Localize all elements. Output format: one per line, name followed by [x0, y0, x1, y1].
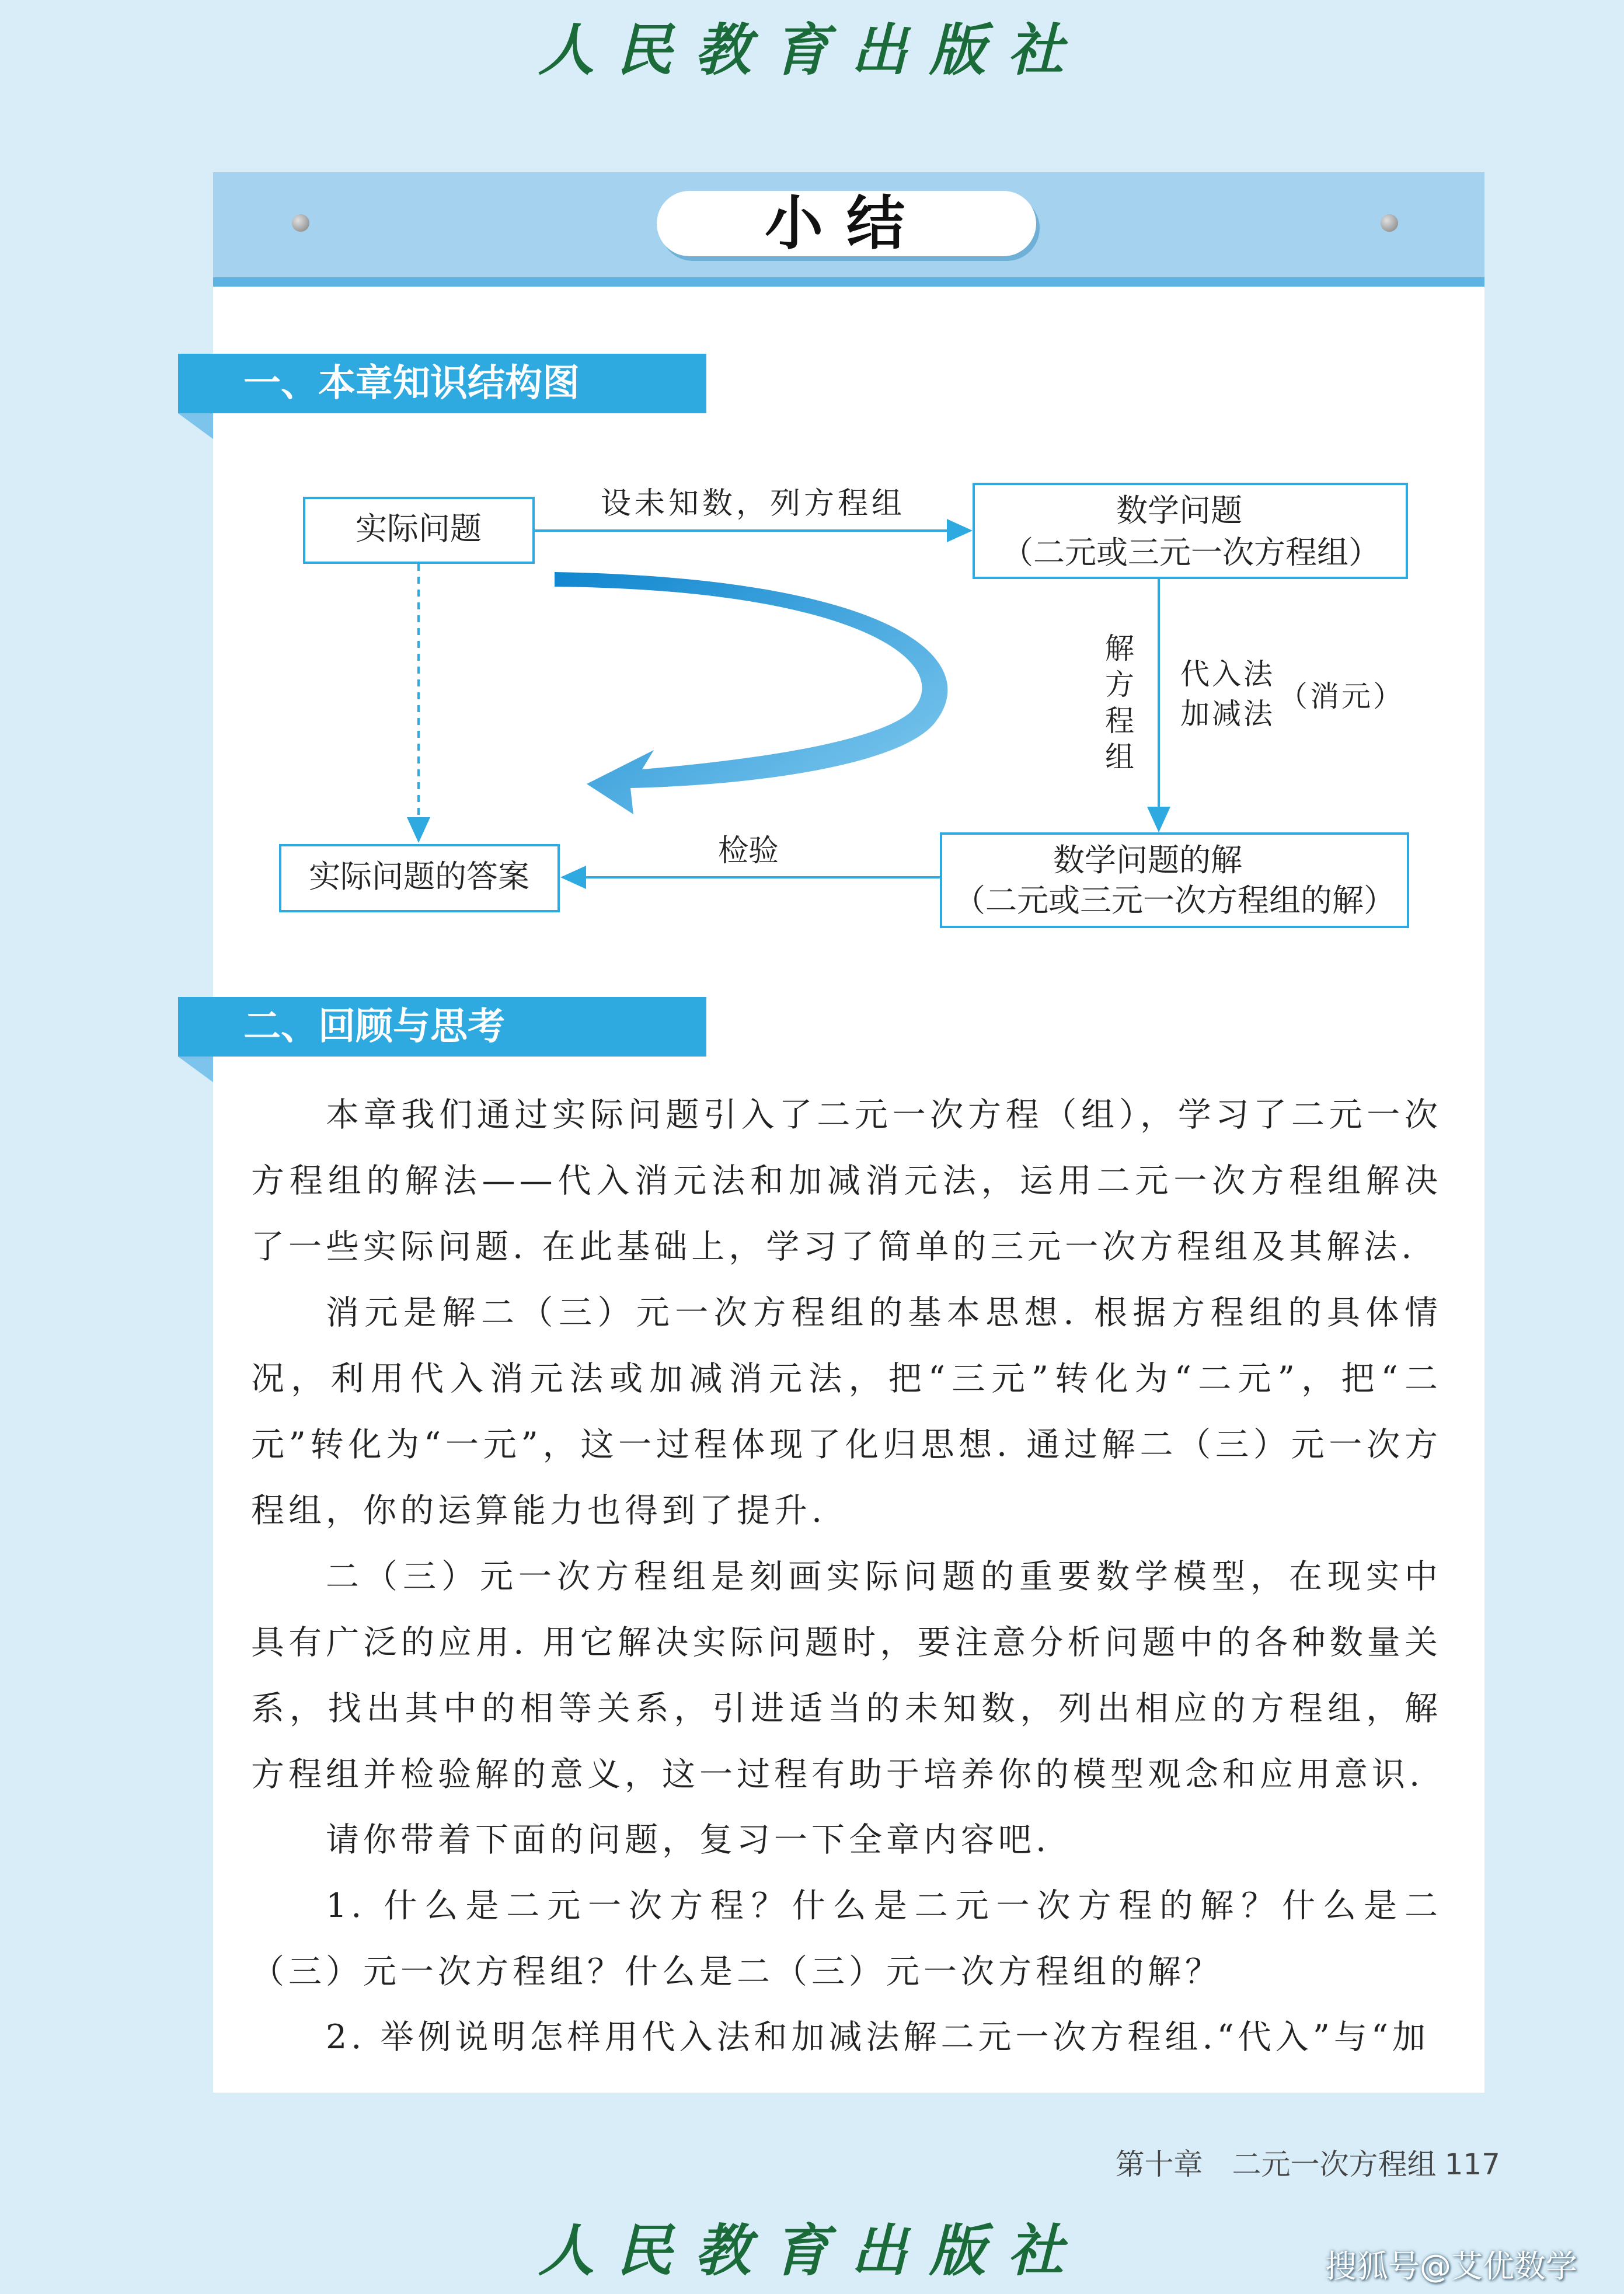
method-note: （消元）: [1278, 679, 1405, 713]
section-heading-knowledge-structure: 一、本章知识结构图: [178, 354, 706, 413]
box-real-answer-label: 实际问题的答案: [309, 858, 529, 895]
page-title: 小结: [657, 191, 1036, 256]
box-real-answer: [280, 845, 559, 911]
page-footer: [1103, 2141, 1500, 2183]
box-math-problem: [974, 484, 1407, 578]
box-math-problem-line2: （二元或三元一次方程组）: [1002, 534, 1380, 571]
box-math-problem-line1: 数学问题: [1116, 492, 1242, 529]
box-real-problem-label: 实际问题: [356, 510, 482, 547]
solve-vertical-label: [1105, 632, 1134, 774]
review-paragraph-3: 二（三）元一次方程组是刻画实际问题的重要数学模型，在现实中具有广泛的应用. 用它解决实际问题时，要注意分析问题中的各种数量关系，找出其中的相等关系，引进适当的未知数，列出相应的方程组，解方程组并检验解的意义，这一过程有助于培养你的模型观念和应用意识.: [251, 1557, 1442, 1794]
watermark: 搜狐号@艾优数学: [1325, 2248, 1577, 2285]
cycle-curved-arrow: [555, 572, 947, 814]
footer-chapter: 第十章 二元一次方程组: [1115, 2147, 1437, 2181]
knowledge-structure-diagram: [0, 0, 1624, 963]
review-question-2: 2. 举例说明怎样用代入法和加减法解二元一次方程组.“代入”与“加: [326, 2018, 1430, 2056]
section-fold-decoration: [178, 1057, 213, 1082]
box-math-solution-line1: 数学问题的解: [1053, 842, 1242, 878]
arrow-formulate-label: 设未知数，列方程组: [600, 486, 906, 521]
method-substitution: 代入法: [1180, 657, 1275, 691]
solve-char-3: 程: [1105, 704, 1134, 738]
review-question-1: 1. 什么是二元一次方程？什么是二元一次方程的解？什么是二（三）元一次方程组？什么是二（三）元一次方程组的解？: [251, 1887, 1442, 1991]
review-paragraph-2: 消元是解二（三）元一次方程组的基本思想. 根据方程组的具体情况，利用代入消元法或加减消元法，把“三元”转化为“二元”，把“二元”转化为“一元”，这一过程体现了化归思想. 通过解二（三）元一次方程组，你的运算能力也得到了提升.: [251, 1294, 1442, 1530]
publisher-logo-top: 人民教育出版社: [538, 17, 1086, 83]
page-number: 117: [1444, 2147, 1500, 2181]
section-heading-review: 二、回顾与思考: [178, 997, 706, 1057]
review-paragraph-4: 请你带着下面的问题，复习一下全章内容吧.: [326, 1821, 1051, 1859]
publisher-logo-bottom: 人民教育出版社: [538, 2218, 1086, 2283]
box-real-problem: [304, 498, 534, 563]
solve-char-2: 方: [1105, 668, 1134, 702]
solve-char-1: 解: [1105, 632, 1134, 665]
box-math-solution-line2: （二元或三元一次方程组的解）: [954, 882, 1395, 919]
box-math-solution: [941, 834, 1408, 927]
review-paragraph-1: 本章我们通过实际问题引入了二元一次方程（组），学习了二元一次方程组的解法——代入消元法和加减消元法，运用二元一次方程组解决了一些实际问题. 在此基础上，学习了简单的三元一次方程组及其解法.: [251, 1096, 1442, 1266]
solve-char-4: 组: [1105, 740, 1134, 774]
arrow-check-label: 检验: [717, 834, 779, 869]
method-elimination: 加减法: [1180, 697, 1275, 731]
